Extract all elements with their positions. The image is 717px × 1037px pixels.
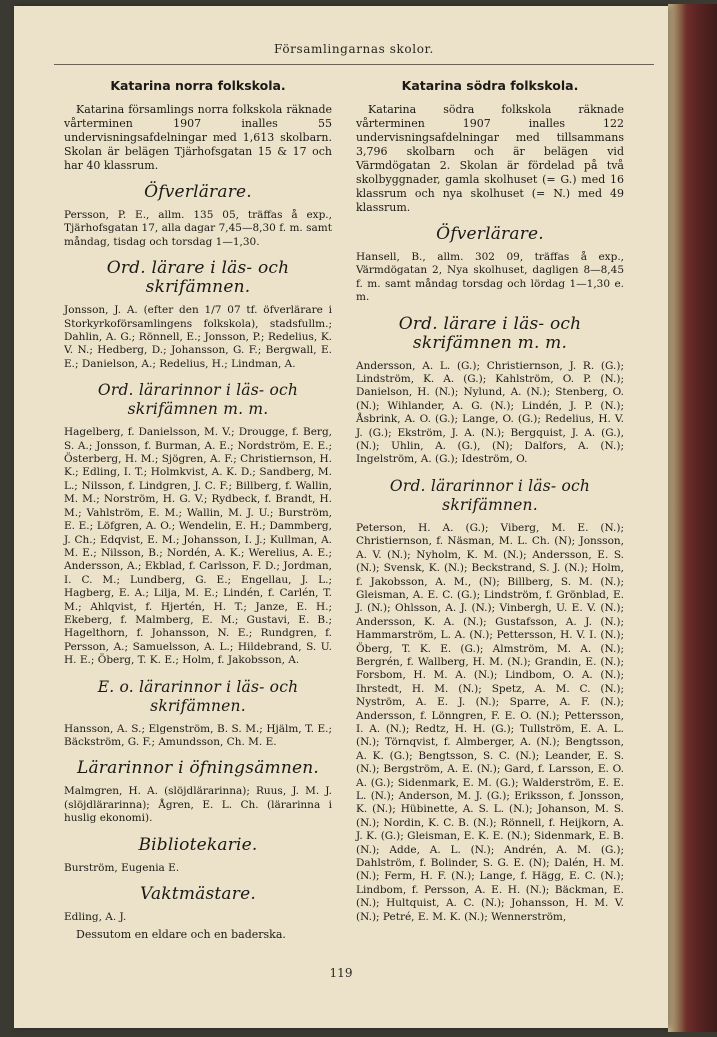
footnote-norra: Dessutom en eldare och en baderska.: [76, 928, 286, 942]
entry-ofningsamnen-norra: Malmgren, H. A. (slöjdlärarinna); Ruus, J. M. J. (slöjdlärarinna); Ågren, E. L. Ch. (lärarinna i huslig ekonomi).: [64, 785, 332, 825]
heading-ofverlarare-sodra: Öfverlärare.: [436, 224, 544, 244]
heading-bibliotekarie-norra: Bibliotekarie.: [138, 834, 258, 855]
book-page: [14, 6, 668, 1028]
heading-ofningsamnen-norra: Lärarinnor i öfningsämnen.: [76, 758, 320, 779]
heading-eo-lararinnor-norra: E. o. lärarinnor i läs- och skrifämnen.: [97, 677, 299, 715]
header-rule: [54, 64, 654, 65]
entry-ord-lararinnor-norra: Hagelberg, f. Danielsson, M. V.; Drougge, f. Berg, S. A.; Jonsson, f. Burman, A. E.; Nordström, E. E.; Österberg, H. M.; Sjögren, A. F.; Christiernson, H. K.; Edling, I. T.; Holmkvist, A. K. D.; Sandberg, M. L.; Nilsson, f. Lindgren, J. C. F.; Billberg, f. Wallin, M. M.; Norström, H. G. V.; Rydbeck, f. Brandt, H. M.; Vahlström, E. M.; Wallin, M. J. U.; Burström, E. E.; Löfgren, A. O.; Wendelin, E. H.; Dammberg, J. Ch.; Edqvist, E. M.; Johansson, I. J.; Kullman, A. M. E.; Nilsson, B.; Nordén, A. K.; Werelius, A. E.; Andersson, A.; Ekblad, f. Carlsson, F. D.; Jordman, I. C. M.; Lundberg, G. E.; Engellau, J. L.; Hagberg, E. A.; Lilja, M. E.; Lindén, f. Carlén, T. M.; Ahlqvist, f. Hjertén, H. T.; Janze, E. H.; Ekeberg, f. Malmberg, E. M.; Gustavi, E. B.; Hagelthorn, f. Johansson, N. E.; Rundgren, f. Persson, A.; Samuelsson, A. L.; Hildebrand, S. U. H. E.; Öberg, T. K. E.; Holm, f. Jakobsson, A.: [64, 426, 332, 667]
school-description-sodra: Katarina södra folkskola räknade vårterminen 1907 inalles 122 undervisningsafdelningar med tillsammans 3,796 skolbarn och är belägen vid Värmdögatan 2. Skolan är fördelad på två skolbyggnader, gamla skolhuset (= G.) med 16 klassrum och nya skolhuset (= N.) med 49 klassrum.: [356, 103, 624, 214]
heading-ord-lararinnor-norra: Ord. lärarinnor i läs- och skrifämnen m. m.: [97, 381, 299, 419]
page-number: 119: [329, 966, 353, 980]
school-title-sodra: Katarina södra folkskola.: [401, 78, 579, 93]
book-spine: [668, 4, 717, 1032]
heading-vaktmastare-norra: Vaktmästare.: [140, 884, 256, 904]
right-column: [356, 72, 624, 930]
entry-ofverlarare-norra: Persson, P. E., allm. 135 05, träffas å exp., Tjärhofsgatan 17, alla dagar 7,45—8,30 f. m. samt måndag, tisdag och torsdag 1—1,30.: [64, 209, 332, 248]
entry-eo-lararinnor-norra: Hansson, A. S.; Elgenström, B. S. M.; Hjälm, T. E.; Bäckström, G. F.; Amundsson, Ch. M. E.: [64, 722, 332, 748]
entry-ofverlarare-sodra: Hansell, B., allm. 302 09, träffas å exp., Värmdögatan 2, Nya skolhuset, dagligen 8—8,45 f. m. samt måndag torsdag och lördag 1—1,30 e. m.: [356, 251, 624, 304]
school-title-norra: Katarina norra folkskola.: [110, 78, 286, 93]
heading-ord-lararinnor-sodra: Ord. lärarinnor i läs- och skrifämnen.: [389, 476, 591, 514]
entry-ord-larare-norra: Jonsson, J. A. (efter den 1/7 07 tf. öfverlärare i Storkyrkoförsamlingens folkskola), stadsfullm.; Dahlin, A. G.; Rönnell, E.; Jonsson, P.; Redelius, K. V. N.; Hedberg, D.; Johansson, G. F.; Bergwall, E. E.; Danielson, A.; Redelius, H.; Lindman, A.: [64, 304, 332, 370]
school-description-norra: Katarina församlings norra folkskola räknade vårterminen 1907 inalles 55 undervisningsafdelningar med 1,613 skolbarn. Skolan är belägen Tjärhofsgatan 15 & 17 och har 40 klassrum.: [64, 103, 332, 172]
heading-ord-larare-sodra: Ord. lärare i läs- och skrifämnen m. m.: [398, 313, 582, 353]
entry-bibliotekarie-norra: Burström, Eugenia E.: [64, 861, 180, 874]
heading-ord-larare-norra: Ord. lärare i läs- och skrifämnen.: [106, 258, 290, 298]
entry-ord-lararinnor-sodra: Peterson, H. A. (G.); Viberg, M. E. (N.); Christiernson, f. Näsman, M. L. Ch. (N); Jonsson, A. V. (N.); Nyholm, K. M. (N.); Andersson, E. S. (N.); Svensk, K. (N.); Beckstrand, S. J. (N.); Holm, f. Jakobsson, A. M., (N); Billberg, S. M. (N.); Gleisman, A. E. C. (G.); Lindström, f. Grönblad, E. J. (N.); Ohlsson, A. J. (N.); Vinbergh, U. E. V. (N.); Andersson, K. A. (N.); Gustafsson, A. J. (N.); Hammarström, L. A. (N.); Pettersson, H. V. I. (N.); Öberg, T. K. E. (G.); Almström, M. A. (N.); Bergrén, f. Wallberg, H. M. (N.); Grandin, E. (N.); Forsbom, H. M. A. (N.); Lindbom, O. A. (N.); Ihrstedt, H. M. (N.); Spetz, A. M. C. (N.); Nyström, A. E. J. (N.); Sparre, A. F. (N.); Andersson, f. Lönngren, F. E. O. (N.); Pettersson, I. A. (N.); Redtz, H. H. (G.); Tullström, E. A. L. (N.); Törnqvist, f. Almberger, A. (N.); Bengtsson, A. K. (G.); Bengtsson, S. C. (N.); Leander, E. S. (N.); Bergström, A. E. (N.); Gard, f. Larsson, E. O. A. (G.); Sidenmark, E. M. (G.); Walderström, E. E. L. (N.); Anderson, M. J. (G.); Eriksson, f. Jonsson, K. (N.); Hübinette, A. S. L. (N.); Johanson, M. S. (N.); Nordin, K. C. B. (N.); Rönnell, f. Heijkorn, A. J. K. (G.); Gleisman, E. K. E. (N.); Sidenmark, E. B. (N.); Adde, A. L. (N.); Andrén, A. M. (G.); Dahlström, f. Bolinder, S. G. E. (N); Dalén, H. M. (N.); Ferm, H. F. (N.); Lange, f. Hägg, E. C. (N.); Lindbom, f. Persson, A. E. H. (N.); Bäckman, E. (N.); Hultquist, A. C. (N.); Johansson, H. M. V. (N.); Petré, E. M. K. (N.); Wennerström,: [356, 521, 624, 923]
heading-ofverlarare-norra: Öfverlärare.: [144, 182, 252, 202]
entry-ord-larare-sodra: Andersson, A. L. (G.); Christiernson, J. R. (G.); Lindström, K. A. (G.); Kahlström, O. P. (N.); Danielson, H. (N.); Nylund, A. (N.); Stenberg, O. (N.); Wihlander, A. G. (N.); Lindén, J. P. (N.); Åsbrink, A. O. (G.); Lange, O. (G.); Redelius, H. V. J. (G.); Ekström, J. A. (N.); Bergquist, J. A. (G.), (N.); Uhlin, A. (G.), (N); Dalfors, A. (N.); Ingelström, A. (G.); Ideström, O.: [356, 359, 624, 466]
running-head: Församlingarnas skolor.: [274, 42, 434, 56]
entry-vaktmastare-norra: Edling, A. J.: [64, 911, 127, 923]
left-column: [64, 72, 332, 953]
